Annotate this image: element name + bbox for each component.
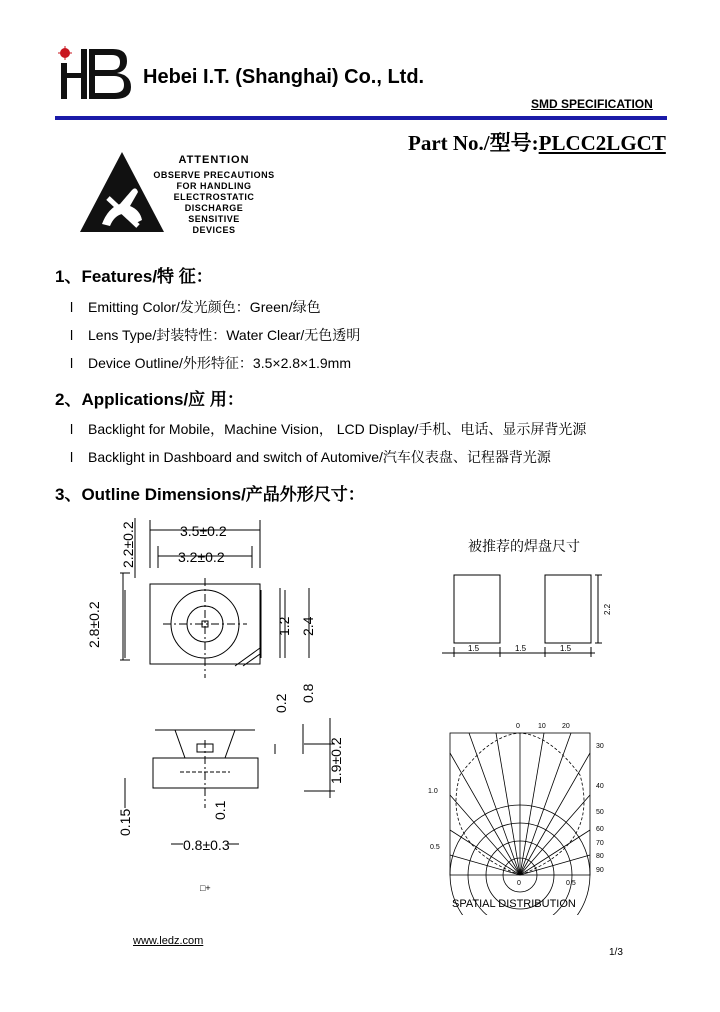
company-name: Hebei I.T. (Shanghai) Co., Ltd. (143, 66, 425, 88)
website-link[interactable]: www.ledz.com (133, 935, 204, 947)
dim-inner-12: 1.2 (276, 616, 292, 636)
application-item: l Backlight for Mobile，Machine Vision， LCD Display/手机、电话、显示屏背光源 (70, 421, 587, 437)
features-heading: 1、Features/特 征： (55, 267, 213, 286)
dim-width-inner: 3.2±0.2 (178, 549, 225, 565)
bottom-tick: 0.5 (566, 880, 576, 887)
right-tick: 40 (596, 783, 604, 790)
left-tick: 1.0 (428, 788, 438, 795)
left-tick: 0.5 (430, 844, 440, 851)
attention-line: SENSITIVE (188, 214, 240, 224)
dim-small-mark: □+ (200, 883, 211, 893)
pad-right (545, 575, 591, 643)
pad-h: 2.2 (603, 603, 612, 615)
attention-line: ELECTROSTATIC (173, 192, 255, 202)
top-tick: 0 (516, 723, 520, 730)
top-tick: 20 (562, 723, 570, 730)
feature-item: l Lens Type/封装特性：Water Clear/无色透明 (70, 327, 361, 343)
right-tick: 50 (596, 809, 604, 816)
spatial-distribution-chart (420, 715, 620, 915)
attention-notice (150, 155, 278, 236)
outline-drawing (75, 508, 360, 903)
attention-line: DEVICES (192, 225, 236, 235)
attention-line: OBSERVE PRECAUTIONS (153, 170, 275, 180)
spatial-caption: SPATIAL DISTRIBUTION (452, 898, 576, 910)
dim-01: 0.1 (212, 800, 228, 820)
attention-line: DISCHARGE (184, 203, 244, 213)
part-number (408, 127, 666, 157)
attention-line: FOR HANDLING (176, 181, 252, 191)
pad-left (454, 575, 500, 643)
dim-02: 0.2 (273, 693, 289, 713)
dim-inner-24: 2.4 (300, 616, 316, 636)
pad-title: 被推荐的焊盘尺寸 (468, 538, 580, 554)
right-tick: 60 (596, 826, 604, 833)
part-number-label: Part No./型号: (408, 131, 539, 155)
hb-logo-icon (55, 45, 135, 103)
right-tick: 80 (596, 853, 604, 860)
pad-gap: 1.5 (515, 644, 527, 653)
feature-item: l Device Outline/外形特征：3.5×2.8×1.9mm (70, 355, 351, 371)
dim-19: 1.9±0.2 (328, 737, 344, 784)
pad-w2: 1.5 (560, 644, 572, 653)
applications-heading: 2、Applications/应 用： (55, 390, 244, 409)
application-item: l Backlight in Dashboard and switch of Automive/汽车仪表盘、记程器背光源 (70, 449, 551, 465)
right-tick: 30 (596, 743, 604, 750)
outline-heading: 3、Outline Dimensions/产品外形尺寸： (55, 485, 365, 504)
dim-height-left: 2.8±0.2 (86, 601, 102, 648)
right-tick: 90 (596, 867, 604, 874)
pad-w1: 1.5 (468, 644, 480, 653)
dim-08: 0.8 (300, 683, 316, 703)
header-divider (55, 116, 667, 120)
pad-layout-drawing (440, 535, 625, 665)
feature-item: l Emitting Color/发光颜色：Green/绿色 (70, 299, 321, 315)
dim-height-top: 2.2±0.2 (120, 521, 136, 568)
page-number: 1/3 (609, 947, 623, 958)
company-logo (55, 45, 135, 103)
dim-width-outer: 3.5±0.2 (180, 523, 227, 539)
part-number-value: PLCC2LGCT (538, 131, 666, 155)
dim-08b: 0.8±0.3 (183, 837, 230, 853)
attention-title: ATTENTION (178, 154, 250, 166)
bottom-tick: 0 (517, 880, 521, 887)
spec-label: SMD SPECIFICATION (531, 97, 653, 111)
right-tick: 70 (596, 840, 604, 847)
dim-015: 0.15 (117, 808, 133, 836)
top-tick: 10 (538, 723, 546, 730)
